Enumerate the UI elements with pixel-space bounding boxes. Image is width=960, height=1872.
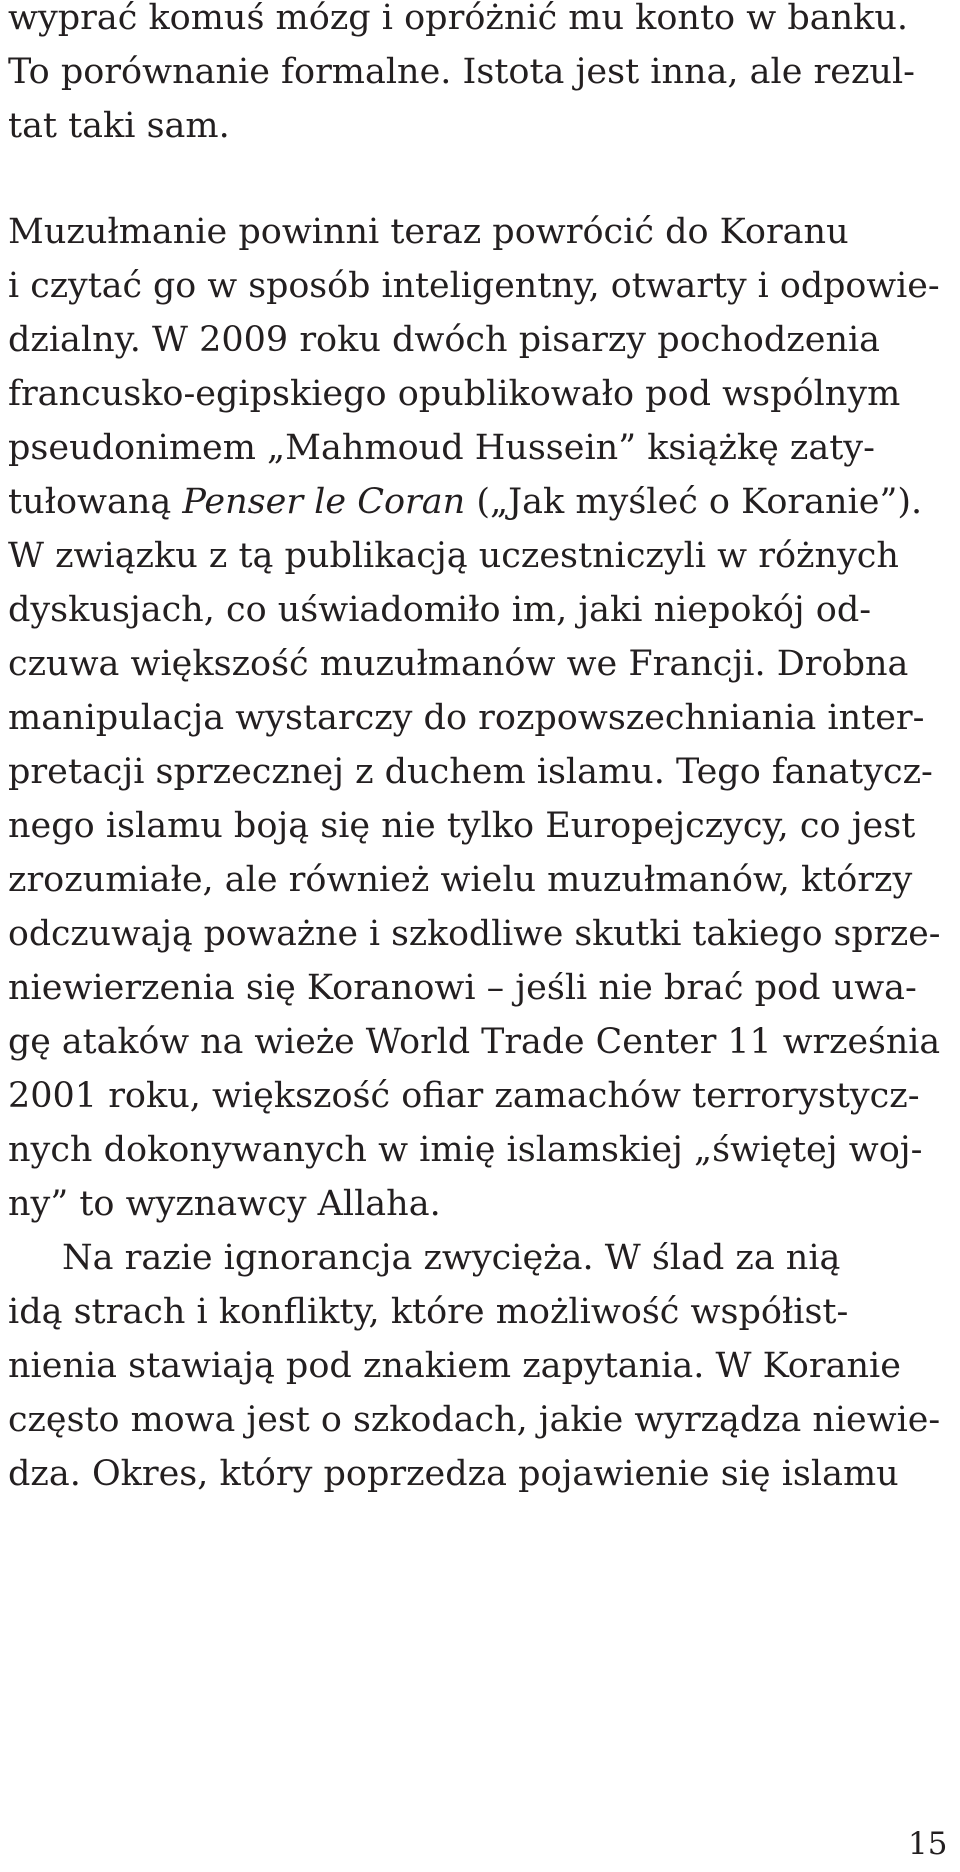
text-line: wyprać komuś mózg i opróżnić mu konto w banku. bbox=[8, 0, 909, 38]
page-number: 15 bbox=[908, 1826, 948, 1862]
text-line: dyskusjach, co uświadomiło im, jaki niepokój od- bbox=[8, 590, 872, 630]
text-line: idą strach i konflikty, które możliwość współist- bbox=[8, 1292, 849, 1332]
text-line: nienia stawiają pod znakiem zapytania. W Koranie bbox=[8, 1346, 901, 1386]
text-line: i czytać go w sposób inteligentny, otwarty i odpowie- bbox=[8, 266, 940, 306]
text-line: 2001 roku, większość ofiar zamachów terrorystycz- bbox=[8, 1076, 920, 1116]
text-line: nego islamu boją się nie tylko Europejczycy, co jest bbox=[8, 806, 916, 846]
text-line: W związku z tą publikacją uczestniczyli w różnych bbox=[8, 536, 899, 576]
text-line: niewierzenia się Koranowi – jeśli nie brać pod uwa- bbox=[8, 968, 917, 1008]
text-line: gę ataków na wieże World Trade Center 11 września bbox=[8, 1022, 941, 1062]
text-line: czuwa większość muzułmanów we Francji. Drobna bbox=[8, 644, 909, 684]
text-segment: tułowaną bbox=[8, 482, 172, 522]
text-line: dzialny. W 2009 roku dwóch pisarzy pochodzenia bbox=[8, 320, 881, 360]
text-line: często mowa jest o szkodach, jakie wyrządza niewie- bbox=[8, 1400, 941, 1440]
text-line: zrozumiałe, ale również wielu muzułmanów, którzy bbox=[8, 860, 913, 900]
text-line: pseudonimem „Mahmoud Hussein” książkę zaty- bbox=[8, 428, 875, 468]
book-title-italic: Penser le Coran bbox=[182, 482, 466, 522]
text-line: francusko-egipskiego opublikowało pod wspólnym bbox=[8, 374, 901, 414]
text-line: manipulacja wystarczy do rozpowszechniania inter- bbox=[8, 698, 925, 738]
text-line: Muzułmanie powinni teraz powrócić do Koranu bbox=[8, 212, 849, 252]
text-line: dza. Okres, który poprzedza pojawienie się islamu bbox=[8, 1454, 899, 1494]
text-line: ny” to wyznawcy Allaha. bbox=[8, 1184, 441, 1224]
text-line: Na razie ignorancja zwycięża. W ślad za nią bbox=[62, 1238, 841, 1278]
text-line: tat taki sam. bbox=[8, 106, 230, 146]
text-line: To porównanie formalne. Istota jest inna, ale rezul- bbox=[8, 52, 915, 92]
text-line bbox=[8, 482, 922, 522]
text-line: pretacji sprzecznej z duchem islamu. Tego fanatycz- bbox=[8, 752, 933, 792]
text-segment: („Jak myśleć o Koranie”). bbox=[476, 482, 923, 522]
text-line: nych dokonywanych w imię islamskiej „świętej woj- bbox=[8, 1130, 923, 1170]
text-line: odczuwają poważne i szkodliwe skutki takiego sprze- bbox=[8, 914, 941, 954]
